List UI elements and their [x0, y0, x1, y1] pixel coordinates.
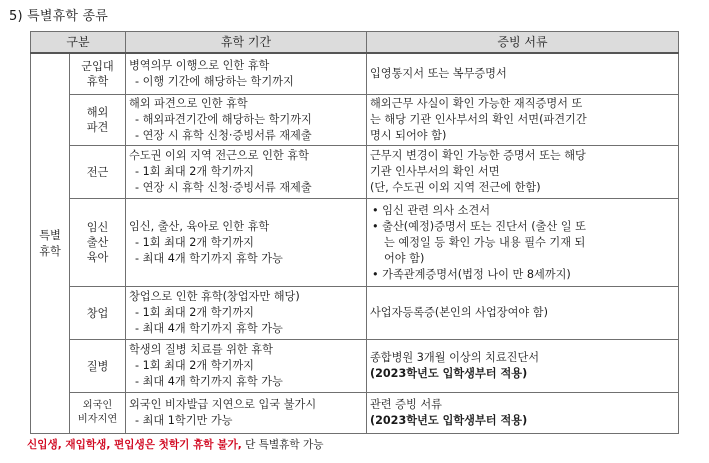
footnote-exception: 단 특별휴학 가능 — [241, 439, 324, 451]
period-cell: 임신, 출산, 육아로 인한 휴학 - 1회 최대 2개 학기까지 - 최대 4개 학기까지 휴학 가능 — [126, 199, 367, 287]
footnote-warning: 신입생, 재입학생, 편입생은 첫학기 휴학 불가, — [27, 439, 242, 451]
footnote — [27, 437, 323, 452]
table-row — [31, 146, 679, 199]
table-row — [31, 95, 679, 146]
header-period: 휴학 기간 — [126, 32, 367, 54]
row-name: 해외 파견 — [70, 95, 126, 146]
docs-cell: 관련 증빙 서류 (2023학년도 입학생부터 적용) — [367, 393, 679, 434]
table-row — [31, 393, 679, 434]
docs-cell: • 임신 관련 의사 소견서 • 출산(예정)증명서 또는 진단서 (출산 일 또 는 예정일 등 확인 가능 내용 필수 기재 되 어야 함) • 가족관계증명서(법정 나이 만 8세까지) — [367, 199, 679, 287]
row-name: 창업 — [70, 287, 126, 340]
table-row — [31, 340, 679, 393]
header-docs: 증빙 서류 — [367, 32, 679, 54]
table-row — [31, 53, 679, 95]
docs-cell: 해외근무 사실이 확인 가능한 재직증명서 또 는 해당 기관 인사부서의 확인 서면(파견기간 명시 되어야 함) — [367, 95, 679, 146]
period-cell: 수도권 이외 지역 전근으로 인한 휴학 - 1회 최대 2개 학기까지 - 연장 시 휴학 신청·증빙서류 재제출 — [126, 146, 367, 199]
docs-cell: 입영통지서 또는 복무증명서 — [367, 53, 679, 95]
period-cell: 병역의무 이행으로 인한 휴학 - 이행 기간에 해당하는 학기까지 — [126, 53, 367, 95]
row-name: 전근 — [70, 146, 126, 199]
section-title: 5) 특별휴학 종류 — [9, 9, 108, 24]
row-name: 외국인 비자지연 — [70, 393, 126, 434]
table-header-row — [31, 32, 679, 54]
period-cell: 학생의 질병 치료를 위한 휴학 - 1회 최대 2개 학기까지 - 최대 4개 학기까지 휴학 가능 — [126, 340, 367, 393]
period-cell: 창업으로 인한 휴학(창업자만 해당) - 1회 최대 2개 학기까지 - 최대 4개 학기까지 휴학 가능 — [126, 287, 367, 340]
row-name: 군입대 휴학 — [70, 53, 126, 95]
docs-cell: 사업자등록증(본인의 사업장여야 함) — [367, 287, 679, 340]
docs-cell: 종합병원 3개월 이상의 치료진단서 (2023학년도 입학생부터 적용) — [367, 340, 679, 393]
category-cell: 특별 휴학 — [31, 53, 70, 434]
special-leave-table — [30, 31, 679, 434]
row-name: 임신 출산 육아 — [70, 199, 126, 287]
period-cell: 외국인 비자발급 지연으로 입국 불가시 - 최대 1학기만 가능 — [126, 393, 367, 434]
header-category: 구분 — [31, 32, 126, 54]
table-row — [31, 287, 679, 340]
row-name: 질병 — [70, 340, 126, 393]
docs-cell: 근무지 변경이 확인 가능한 증명서 또는 해당 기관 인사부서의 확인 서면 (단, 수도권 이외 지역 전근에 한함) — [367, 146, 679, 199]
table-row — [31, 199, 679, 287]
period-cell: 해외 파견으로 인한 휴학 - 해외파견기간에 해당하는 학기까지 - 연장 시 휴학 신청·증빙서류 재제출 — [126, 95, 367, 146]
